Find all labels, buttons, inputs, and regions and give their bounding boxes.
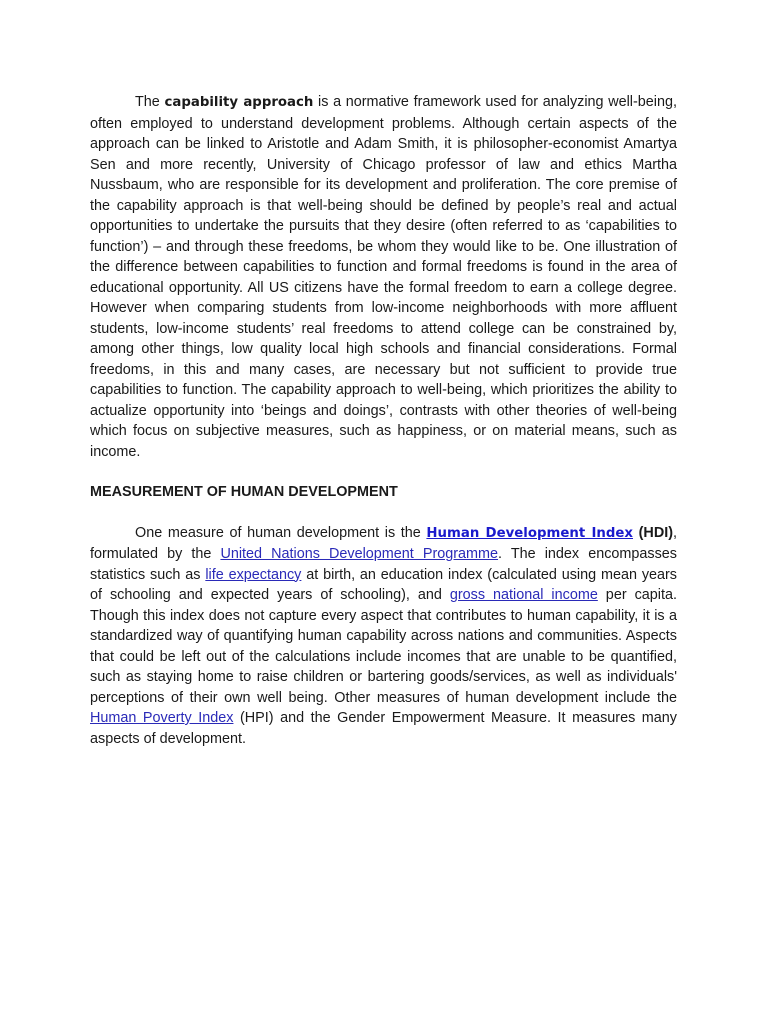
hdi-link[interactable]: Human Development Index xyxy=(426,525,633,541)
para2-text-1: One measure of human development is the xyxy=(135,524,427,541)
para2-text-3: . The index encompasses statistics such as xyxy=(90,546,677,583)
section-heading: MEASUREMENT OF HUMAN DEVELOPMENT xyxy=(90,484,398,500)
document-page xyxy=(90,92,677,749)
human-poverty-index-link[interactable]: Human Poverty Index xyxy=(90,710,234,726)
capability-approach-paragraph xyxy=(90,92,677,462)
para1-lead: The xyxy=(135,94,165,110)
undp-link[interactable]: United Nations Development Programme xyxy=(220,546,499,562)
capability-approach-term: capability approach xyxy=(164,95,314,110)
gross-national-income-link[interactable]: gross national income xyxy=(449,587,598,603)
para2-text-4: at birth, an education index (calculated using mean years of schooling and expected years of schooling), and xyxy=(90,566,678,603)
para2-text-6: (HPI) and the Gender Empowerment Measure. It measures many aspects of development. xyxy=(90,710,677,747)
human-development-paragraph xyxy=(90,523,677,750)
para2-text-2: , formulated by the xyxy=(90,524,677,562)
para2-text-5: per capita. Though this index does not capture every aspect that contributes to human capability, it is a standardized way of quantifying human capability across nations and communities. Aspects that could be left out of the calculations include incomes that are unable to be quantified, such as staying home to raise children or bartering goods/services, as well as individuals' perceptions of their own well being. Other measures of human development include the xyxy=(90,587,677,706)
life-expectancy-link[interactable]: life expectancy xyxy=(205,566,302,583)
hdi-abbreviation: (HDI) xyxy=(633,524,673,541)
para1-body: is a normative framework used for analyzing well-being, often employed to understand development problems. Although certain aspects of the approach can be linked to Aristotle and Adam Smith, it is philosopher-economist Amartya Sen and more recently, University of Chicago professor of law and ethics Martha Nussbaum, who are responsible for its development and proliferation. The core premise of the capability approach is that well-being should be defined by people’s real and actual opportunities to undertake the pursuits that they desire (often referred to as ‘capabilities to function’) – and through these freedoms, be whom they would like to be. One illustration of the difference between capabilities to function and formal freedoms is found in the area of educational opportunity. All US citizens have the formal freedom to earn a college degree. However when comparing students from low-income neighborhoods with more affluent students, low-income students’ real freedoms to attend college can be constrained by, among other things, low quality local high schools and financial considerations. Formal freedoms, in this and many cases, are necessary but not sufficient to provide true capabilities to function. The capability approach to well-being, which prioritizes the ability to actualize opportunity into ‘beings and doings’, contrasts with other theories of well-being which focus on subjective measures, such as happiness, or on material means, such as income. xyxy=(90,94,678,460)
